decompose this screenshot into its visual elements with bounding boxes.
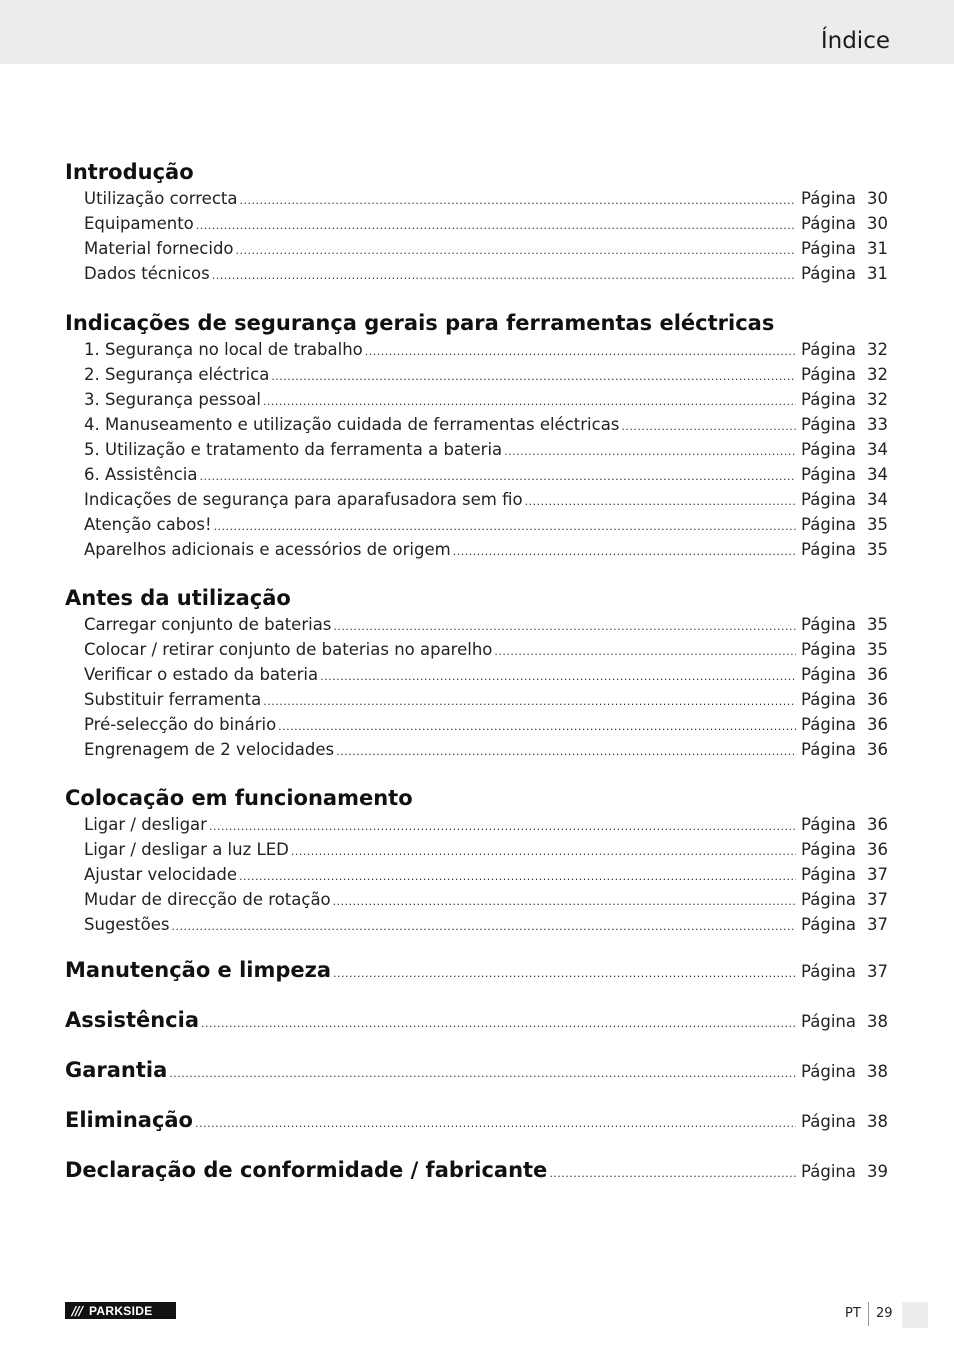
- page-number: 35: [867, 640, 888, 659]
- page-number: 35: [867, 515, 888, 534]
- toc-entry-label: Dados técnicos: [84, 264, 210, 283]
- dot-leader: [201, 1017, 796, 1030]
- page-word: Página: [801, 365, 856, 384]
- page-word: Página: [801, 415, 856, 434]
- toc-entry-label: Colocar / retirar conjunto de baterias no aparelho: [84, 640, 493, 659]
- toc-entry[interactable]: [84, 615, 888, 637]
- toc-entry-label: Ligar / desligar a luz LED: [84, 840, 289, 859]
- toc-major-entry-label: Garantia: [65, 1058, 168, 1082]
- footer-tab: [902, 1302, 928, 1328]
- page-number: 37: [867, 915, 888, 934]
- dot-leader: [525, 495, 796, 508]
- page-word: Página: [801, 340, 856, 359]
- page-number: 34: [867, 440, 888, 459]
- page-word: Página: [801, 465, 856, 484]
- dot-leader: [453, 545, 796, 558]
- page-word: Página: [801, 390, 856, 409]
- dot-leader: [209, 820, 796, 833]
- toc-entry-label: Aparelhos adicionais e acessórios de origem: [84, 540, 451, 559]
- toc-entry[interactable]: [84, 214, 888, 236]
- toc-entry[interactable]: [84, 365, 888, 387]
- toc-major-entry-label: Manutenção e limpeza: [65, 958, 332, 982]
- dot-leader: [195, 1117, 796, 1130]
- dot-leader: [621, 420, 796, 433]
- toc-entry-label: 3. Segurança pessoal: [84, 390, 261, 409]
- toc-entry-label: Ligar / desligar: [84, 815, 207, 834]
- dot-leader: [196, 219, 796, 232]
- section-heading: Antes da utilização: [65, 586, 291, 610]
- dot-leader: [263, 695, 796, 708]
- toc-entry-label: Substituir ferramenta: [84, 690, 262, 709]
- page-number: 32: [867, 340, 888, 359]
- logo-text: PARKSIDE: [89, 1303, 153, 1318]
- toc-entry[interactable]: [84, 715, 888, 737]
- page-number: 33: [867, 415, 888, 434]
- dot-leader: [169, 1067, 796, 1080]
- toc-entry-label: Equipamento: [84, 214, 194, 233]
- logo-stripes-icon: ///: [71, 1303, 83, 1318]
- dot-leader: [278, 720, 796, 733]
- toc-entry-label: 5. Utilização e tratamento da ferramenta a bateria: [84, 440, 503, 459]
- toc-major-entry[interactable]: [65, 958, 888, 988]
- toc-entry-label: Sugestões: [84, 915, 170, 934]
- page-number: 32: [867, 390, 888, 409]
- page-word: Página: [801, 440, 856, 459]
- toc-entry-label: 1. Segurança no local de trabalho: [84, 340, 363, 359]
- page-word: Página: [801, 890, 856, 909]
- page-word: Página: [801, 690, 856, 709]
- toc-entry[interactable]: [84, 340, 888, 362]
- dot-leader: [494, 645, 796, 658]
- toc-entry-label: Atenção cabos!: [84, 515, 212, 534]
- toc-major-entry[interactable]: [65, 1108, 888, 1138]
- dot-leader: [365, 345, 796, 358]
- toc-entry[interactable]: [84, 890, 888, 912]
- page-word: Página: [801, 1112, 856, 1131]
- page-number: 36: [867, 690, 888, 709]
- page-number: 37: [867, 865, 888, 884]
- page-number: 38: [867, 1112, 888, 1131]
- toc-entry[interactable]: [84, 415, 888, 437]
- toc-entry[interactable]: [84, 515, 888, 537]
- page-number: 34: [867, 490, 888, 509]
- dot-leader: [271, 370, 796, 383]
- page-word: Página: [801, 740, 856, 759]
- toc-entry-label: Indicações de segurança para aparafusadora sem fio: [84, 490, 523, 509]
- page-number: 37: [867, 890, 888, 909]
- page-word: Página: [801, 264, 856, 283]
- page-word: Página: [801, 640, 856, 659]
- dot-leader: [236, 244, 797, 257]
- page-number: 30: [867, 189, 888, 208]
- toc-entry-label: Utilização correcta: [84, 189, 238, 208]
- page-number: 36: [867, 840, 888, 859]
- page-number: 36: [867, 815, 888, 834]
- toc-entry[interactable]: [84, 640, 888, 662]
- page-word: Página: [801, 1162, 856, 1181]
- toc-entry[interactable]: [84, 915, 888, 937]
- page-word: Página: [801, 915, 856, 934]
- toc-entry[interactable]: [84, 239, 888, 261]
- toc-entry-label: 6. Assistência: [84, 465, 198, 484]
- toc-entry-label: Engrenagem de 2 velocidades: [84, 740, 335, 759]
- toc-entry[interactable]: [84, 440, 888, 462]
- toc-entry[interactable]: [84, 465, 888, 487]
- toc-entry-label: Mudar de direcção de rotação: [84, 890, 331, 909]
- page-number: 32: [867, 365, 888, 384]
- page-word: Página: [801, 665, 856, 684]
- page-number: 38: [867, 1062, 888, 1081]
- toc-entry-label: 2. Segurança eléctrica: [84, 365, 270, 384]
- page-word: Página: [801, 1062, 856, 1081]
- toc-entry[interactable]: [84, 665, 888, 687]
- toc-entry[interactable]: [84, 865, 888, 887]
- page-word: Página: [801, 865, 856, 884]
- dot-leader: [549, 1167, 796, 1180]
- toc-entry[interactable]: [84, 390, 888, 412]
- page-word: Página: [801, 1012, 856, 1031]
- toc-entry-label: 4. Manuseamento e utilização cuidada de ferramentas eléctricas: [84, 415, 620, 434]
- page-number: 37: [867, 962, 888, 981]
- section-heading: Introdução: [65, 160, 194, 184]
- page-word: Página: [801, 715, 856, 734]
- dot-leader: [333, 967, 796, 980]
- dot-leader: [333, 895, 796, 908]
- page-word: Página: [801, 214, 856, 233]
- toc-major-entry-label: Declaração de conformidade / fabricante: [65, 1158, 548, 1182]
- dot-leader: [291, 845, 796, 858]
- toc-entry[interactable]: [84, 815, 888, 837]
- toc-major-entry[interactable]: [65, 1058, 888, 1088]
- dot-leader: [171, 920, 796, 933]
- language-code: PT: [845, 1306, 861, 1321]
- page-number: 35: [867, 540, 888, 559]
- dot-leader: [212, 269, 796, 282]
- page-number: 36: [867, 740, 888, 759]
- dot-leader: [320, 670, 796, 683]
- toc-entry-label: Carregar conjunto de baterias: [84, 615, 332, 634]
- page-word: Página: [801, 815, 856, 834]
- page-word: Página: [801, 840, 856, 859]
- page-word: Página: [801, 490, 856, 509]
- toc-entry-label: Material fornecido: [84, 239, 234, 258]
- toc-entry-label: Pré-selecção do binário: [84, 715, 277, 734]
- toc-entry[interactable]: [84, 264, 888, 286]
- section-heading: Colocação em funcionamento: [65, 786, 413, 810]
- dot-leader: [336, 745, 796, 758]
- dot-leader: [200, 470, 797, 483]
- toc-major-entry-label: Eliminação: [65, 1108, 193, 1132]
- dot-leader: [263, 395, 796, 408]
- header-band: [0, 0, 954, 64]
- page-number: 36: [867, 715, 888, 734]
- page-number: 31: [867, 264, 888, 283]
- section-heading: Indicações de segurança gerais para ferramentas eléctricas: [65, 311, 775, 335]
- page-number: 36: [867, 665, 888, 684]
- toc-entry[interactable]: [84, 690, 888, 712]
- page-number: 30: [867, 214, 888, 233]
- dot-leader: [214, 520, 796, 533]
- toc-major-entry[interactable]: [65, 1008, 888, 1038]
- toc-entry[interactable]: [84, 189, 888, 211]
- page-word: Página: [801, 515, 856, 534]
- toc-entry[interactable]: [84, 840, 888, 862]
- page-word: Página: [801, 239, 856, 258]
- footer-page-number: 29: [876, 1306, 893, 1321]
- toc-entry[interactable]: [84, 540, 888, 562]
- page-number: 38: [867, 1012, 888, 1031]
- dot-leader: [333, 620, 796, 633]
- toc-entry[interactable]: [84, 740, 888, 762]
- dot-leader: [239, 870, 796, 883]
- page-word: Página: [801, 540, 856, 559]
- toc-entry-label: Ajustar velocidade: [84, 865, 237, 884]
- page-number: 34: [867, 465, 888, 484]
- footer-divider: [868, 1302, 869, 1326]
- toc-major-entry[interactable]: [65, 1158, 888, 1188]
- page-word: Página: [801, 189, 856, 208]
- toc-entry[interactable]: [84, 490, 888, 512]
- dot-leader: [504, 445, 796, 458]
- page-number: 31: [867, 239, 888, 258]
- page-word: Página: [801, 615, 856, 634]
- page-number: 35: [867, 615, 888, 634]
- dot-leader: [239, 194, 796, 207]
- page-word: Página: [801, 962, 856, 981]
- page-title: Índice: [820, 28, 890, 54]
- page-number: 39: [867, 1162, 888, 1181]
- toc-entry-label: Verificar o estado da bateria: [84, 665, 319, 684]
- parkside-logo: [65, 1302, 176, 1319]
- toc-major-entry-label: Assistência: [65, 1008, 199, 1032]
